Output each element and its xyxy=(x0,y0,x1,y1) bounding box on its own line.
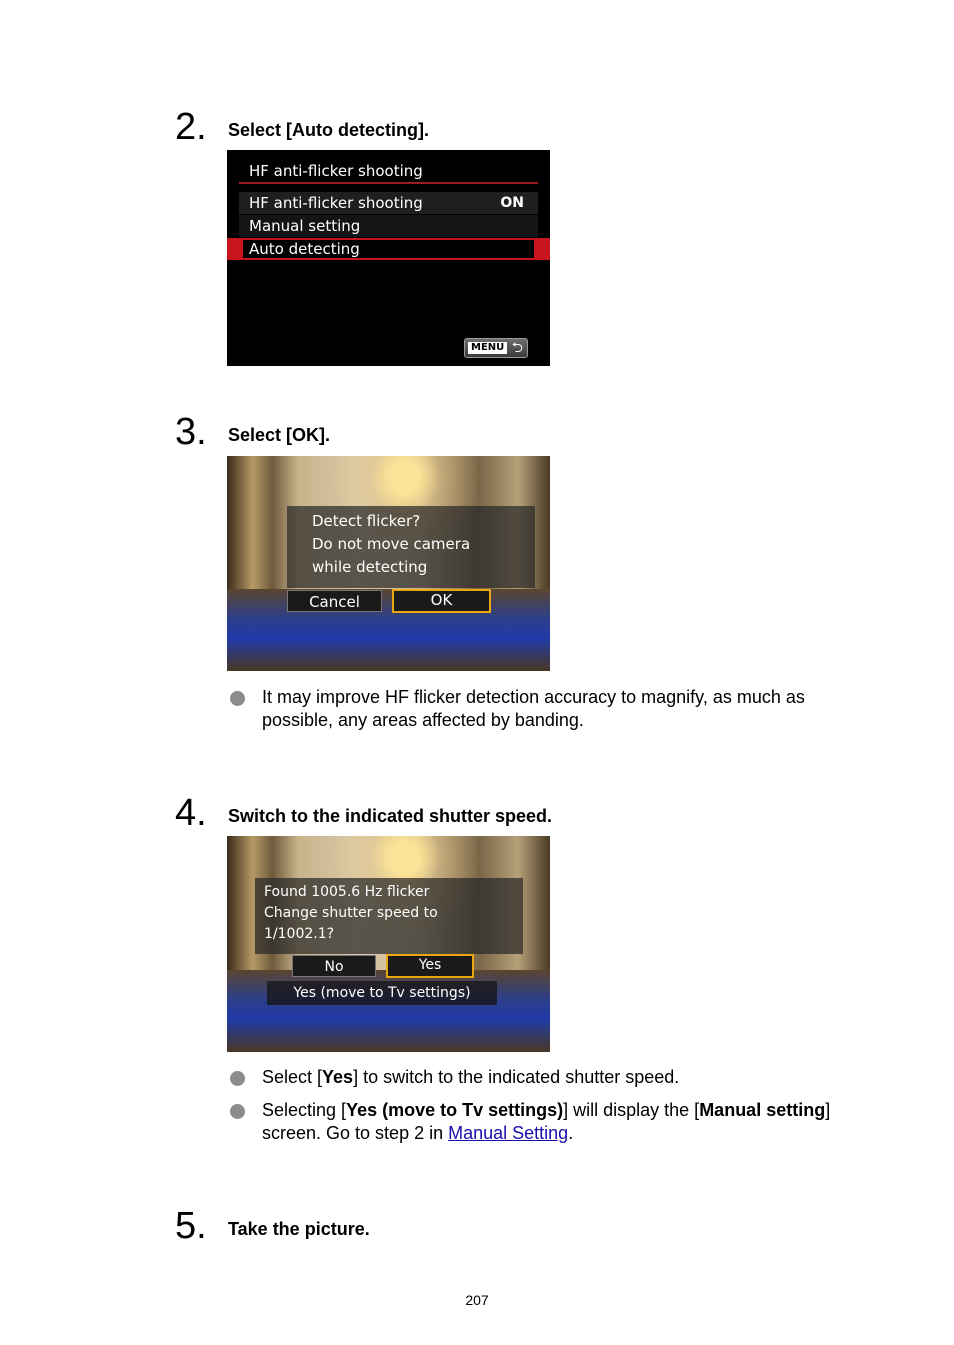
menu-back-button[interactable] xyxy=(464,338,528,358)
cancel-button[interactable]: Cancel xyxy=(287,590,382,612)
manual-setting-link[interactable]: Manual Setting xyxy=(448,1123,569,1143)
note-text: Selecting [Yes (move to Tv settings)] will display the [Manual setting] screen. Go to step 2 in Manual Setting. xyxy=(262,1100,831,1143)
shutter-speed-screen-image xyxy=(227,836,550,1052)
list-item xyxy=(230,1066,870,1089)
list-item xyxy=(230,1099,870,1145)
menu-screen-image xyxy=(227,150,550,366)
photo-background xyxy=(227,589,550,671)
yes-button[interactable]: Yes xyxy=(386,954,474,978)
return-arrow-icon: ⮌ xyxy=(511,340,523,356)
step-title: Select [OK]. xyxy=(228,425,331,445)
dialog-line: Do not move camera xyxy=(312,535,471,553)
menu-item-label: Auto detecting xyxy=(249,240,360,258)
ok-button[interactable]: OK xyxy=(392,589,491,613)
step-number: 4. xyxy=(175,792,207,834)
step-number: 5. xyxy=(175,1205,207,1247)
page-number: 207 xyxy=(465,1292,489,1308)
menu-item-label: HF anti-flicker shooting xyxy=(249,194,423,212)
bullet-icon xyxy=(230,1104,245,1119)
bullet-icon xyxy=(230,1071,245,1086)
step-title: Take the picture. xyxy=(228,1219,370,1239)
no-button[interactable]: No xyxy=(292,955,376,977)
yes-tv-settings-button[interactable]: Yes (move to Tv settings) xyxy=(267,981,497,1005)
step-title: Switch to the indicated shutter speed. xyxy=(228,806,553,826)
menu-item-auto-detecting[interactable] xyxy=(227,238,550,260)
menu-item-label: Manual setting xyxy=(249,217,361,235)
menu-label: MENU xyxy=(468,342,507,354)
dialog-line: while detecting xyxy=(312,558,428,576)
menu-title: HF anti-flicker shooting xyxy=(249,162,423,180)
bullet-icon xyxy=(230,691,245,706)
dialog-line: Detect flicker? xyxy=(312,512,421,530)
step-number: 2. xyxy=(175,106,207,148)
detect-flicker-screen-image xyxy=(227,456,550,671)
menu-item-manual-setting[interactable] xyxy=(239,215,538,237)
dialog-message xyxy=(312,510,470,579)
note-text: Select [Yes] to switch to the indicated shutter speed. xyxy=(262,1067,680,1087)
step-title: Select [Auto detecting]. xyxy=(228,120,430,140)
menu-divider xyxy=(239,182,538,184)
list-item xyxy=(230,686,870,732)
step-number: 3. xyxy=(175,411,207,453)
dialog-line: Found 1005.6 Hz flicker xyxy=(264,884,430,900)
note-text: It may improve HF flicker detection accuracy to magnify, as much as possible, any areas affected by banding. xyxy=(262,687,805,730)
dialog-line: Change shutter speed to xyxy=(264,905,438,921)
menu-item-hf-anti-flicker[interactable] xyxy=(239,192,538,214)
dialog-line: 1/1002.1? xyxy=(264,926,335,942)
dialog-message xyxy=(264,882,438,945)
menu-item-value: ON xyxy=(500,195,524,211)
